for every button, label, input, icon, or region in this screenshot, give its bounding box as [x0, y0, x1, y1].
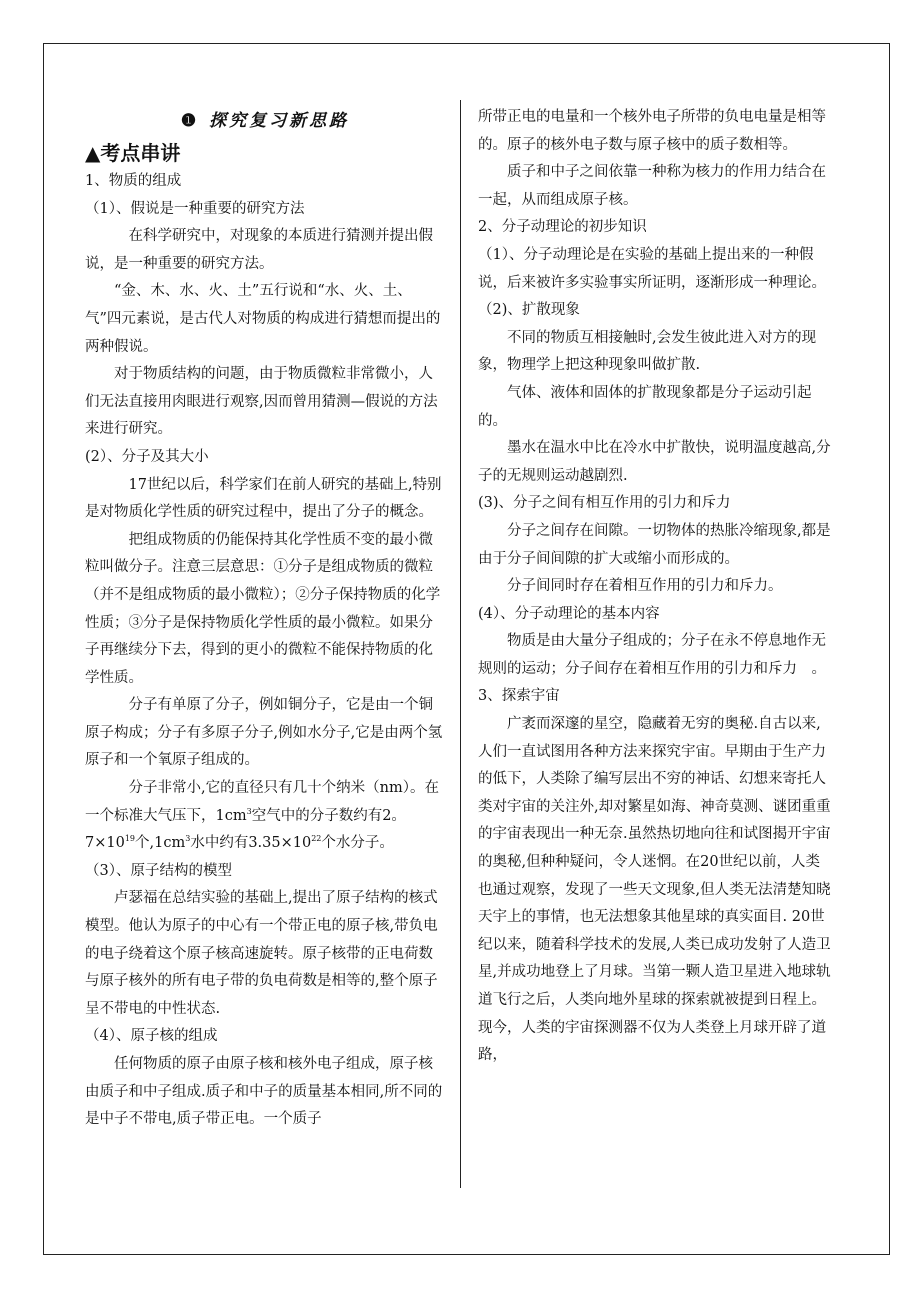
subheading-basic-content: (4）、分子动理论的基本内容	[478, 605, 660, 622]
paragraph: 在科学研究中，对现象的本质进行猜测并提出假说，是一种重要的研究方法。	[85, 228, 433, 272]
subheading-diffusion: （2)、扩散现象	[478, 302, 580, 319]
column-divider	[460, 100, 461, 1188]
paragraph: 把组成物质的仍能保持其化学性质不变的最小微粒叫做分子。注意三层意思：①分子是组成物质的微粒（并不是组成物质的最小微粒）；②分子保持物质的化学性质；③分子是保持物质化学性质的最小微粒。如果分子再继续分下去，得到的更小的微粒不能保持物质的化学性质。	[85, 531, 441, 686]
heading-explore-universe: 3、探索宇宙	[478, 688, 560, 705]
superscript: 3	[246, 806, 252, 816]
right-column	[478, 104, 833, 1070]
paragraph: 17世纪以后，科学家们在前人研究的基础上,特别是对物质化学性质的研究过程中，提出了分子的概念。	[85, 476, 442, 521]
paragraph: “金、木、水、火、土”五行说和“水、火、土、气”四元素说，是古代人对物质的构成进行猜想而提出的两种假说。	[85, 283, 441, 355]
paragraph: 物质是由大量分子组成的；分子在永不停息地作无规则的运动；分子间存在着相互作用的引力和斥力 。	[478, 633, 826, 677]
paragraph: 分子间同时存在着相互作用的引力和斥力。	[507, 578, 783, 595]
superscript: 22	[311, 834, 322, 844]
text-run: 水中约有3.35×10	[190, 835, 312, 852]
text-run: 个,1cm	[135, 835, 186, 852]
subheading-atom-model: （3）、原子结构的模型	[85, 862, 232, 879]
section-title: ▲考点串讲	[85, 141, 181, 165]
subheading-molecule-size: (2）、分子及其大小	[85, 448, 209, 465]
document-title	[85, 104, 445, 138]
paragraph: 广袤而深邃的星空，隐藏着无穷的奥秘.自古以来,人们一直试图用各种方法来探究宇宙。早期由于生产力的低下，人类除了编写层出不穷的神话、幻想来寄托人类对宇宙的关注外,却对繁星如海、神奇莫测、谜团重重的宇宙表现出一种无奈.虽然热切地向往和试图揭开宇宙的奥秘,但种种疑问，令人迷惘。在20世纪以前，人类也通过观察，发现了一些天文现象,但人类无法清楚知晓天宇上的事情，也无法想象其他星球的真实面目. 20世纪以来，随着科学技术的发展,人类已成功发射了人造卫星,并成功地登上了月球。当第一颗人造卫星进入地球轨道飞行之后，人类向地外星球的探索就被提到日程上。现今，人类的宇宙探测器不仅为人类登上月球开辟了道路，	[478, 716, 831, 1064]
paragraph: 分子有单原了分子，例如铜分子，它是由一个铜原子构成；分子有多原子分子,例如水分子,它是由两个氢原子和一个氧原子组成的。	[85, 697, 443, 769]
paragraph: 墨水在温水中比在冷水中扩散快，说明温度越高,分子的无规则运动越剧烈.	[478, 440, 831, 484]
paragraph: 卢瑟福在总结实验的基础上,提出了原子结构的核式模型。他认为原子的中心有一个带正电的原子核,带负电的电子绕着这个原子核高速旋转。原子核带的正电荷数与原子核外的所有电子带的负电荷数是相等的,整个原子呈不带电的中性状态.	[85, 890, 438, 1017]
paragraph-continued: 所带正电的电量和一个核外电子所带的负电电量是相等的。原子的核外电子数与原子核中的质子数相等。	[478, 109, 826, 153]
paragraph: 分子之间存在间隙。一切物体的热胀冷缩现象,都是由于分子间间隙的扩大或缩小而形成的。	[478, 522, 831, 567]
text-run: 分子非常小,它的直径只有几十个纳米（nm）。在一个标准大气压下，1cm	[85, 780, 439, 824]
title-text: 探究复习新思路	[209, 111, 350, 131]
paragraph: 气体、液体和固体的扩散现象都是分子运动引起的。	[478, 384, 812, 429]
paragraph: 质子和中子之间依靠一种称为核力的作用力结合在一起，从而组成原子核。	[478, 164, 826, 208]
paragraph: 任何物质的原子由原子核和核外电子组成，原子核由质子和中子组成.质子和中子的质量基本相同,所不同的是中子不带电,质子带正电。一个质子	[85, 1056, 443, 1128]
text-run: 空气中的分子数约有2。7×10	[85, 807, 406, 852]
subheading-attraction-repulsion: (3)、分子之间有相互作用的引力和斥力	[478, 495, 731, 512]
heading-matter-composition: 1、物质的组成	[85, 173, 182, 189]
paragraph: 不同的物质互相接触时,会发生彼此进入对方的现象，物理学上把这种现象叫做扩散.	[478, 329, 817, 374]
subheading-hypothesis: （1）、假说是一种重要的研究方法	[85, 200, 305, 217]
title-bullet-icon: ❶	[180, 111, 200, 131]
superscript: 3	[185, 834, 191, 844]
superscript: 19	[124, 834, 136, 844]
subheading-hypothesis-theory: （1）、分子动理论是在实验的基础上提出来的一种假说，后来被许多实验事实所证明，逐渐形成一种理论。	[478, 246, 826, 291]
paragraph-molecule-numbers	[85, 775, 445, 858]
left-column	[85, 104, 445, 1134]
paragraph: 对于物质结构的问题，由于物质微粒非常微小，人们无法直接用肉眼进行观察,因而曾用猜测—假说的方法来进行研究。	[85, 366, 438, 438]
subheading-nucleus: （4）、原子核的组成	[85, 1028, 218, 1045]
heading-kinetic-theory: 2、分子动理论的初步知识	[478, 219, 647, 236]
text-run: 个水分子。	[321, 835, 394, 852]
